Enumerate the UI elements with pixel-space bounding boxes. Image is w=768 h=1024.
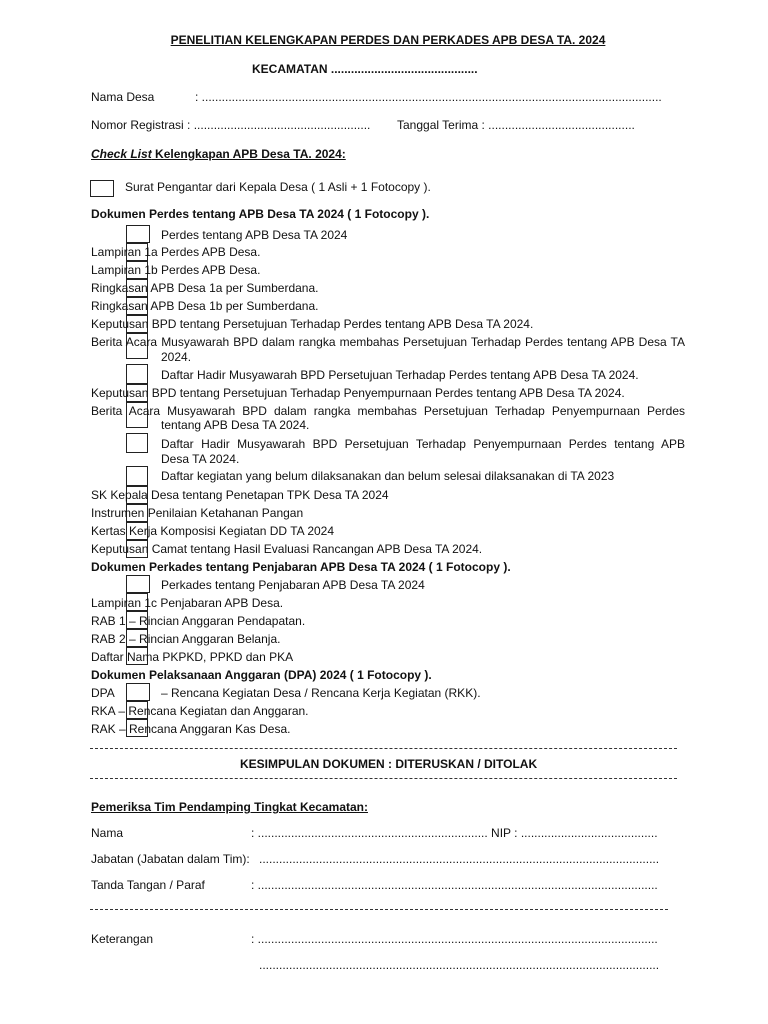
perdes-item: Instrumen Penilaian Ketahanan Pangan xyxy=(91,506,304,520)
perdes-item: Lampiran 1b Perdes APB Desa. xyxy=(91,263,261,277)
pemeriksa-nama-field[interactable]: : ..................................................................... NIP : ......................................... xyxy=(251,826,658,840)
pemeriksa-ttd-label: Tanda Tangan / Paraf xyxy=(91,878,205,892)
perdes-item: Daftar Hadir Musyawarah BPD Persetujuan Terhadap Perdes tentang APB Desa TA 2024. xyxy=(161,368,639,382)
page-title: PENELITIAN KELENGKAPAN PERDES DAN PERKADES APB DESA TA. 2024 xyxy=(170,33,606,47)
perdes-item: Berita Acara Musyawarah BPD dalam rangka membahas Persetujuan Terhadap Penyempurnaan Perdes xyxy=(91,404,685,418)
perdes-item: Daftar Hadir Musyawarah BPD Persetujuan Terhadap Penyempurnaan Perdes tentang APB xyxy=(161,437,685,451)
divider xyxy=(90,748,677,749)
dpa-heading: Dokumen Pelaksanaan Anggaran (DPA) 2024 ( 1 Fotocopy ). xyxy=(91,668,432,682)
perdes-item: Keputusan Camat tentang Hasil Evaluasi Rancangan APB Desa TA 2024. xyxy=(91,542,483,556)
divider xyxy=(90,778,677,779)
nomor-registrasi-field[interactable]: Nomor Registrasi : ..................................................... xyxy=(91,118,371,132)
dpa-item: RKA – Rencana Kegiatan dan Anggaran. xyxy=(91,704,309,718)
kecamatan-line: KECAMATAN ............................................ xyxy=(252,62,478,76)
perdes-item-cont: Desa TA 2024. xyxy=(161,452,240,466)
nama-desa-field[interactable]: : .......................................................................................................................................... xyxy=(195,90,662,104)
dpa-item: – Rencana Kegiatan Desa / Rencana Kerja Kegiatan (RKK). xyxy=(161,686,481,700)
perkades-item: RAB 1 – Rincian Anggaran Pendapatan. xyxy=(91,614,306,628)
perdes-item: Berita Acara Musyawarah BPD dalam rangka membahas Persetujuan Terhadap Perdes tentang APB Desa TA xyxy=(91,335,685,349)
nama-desa-label: Nama Desa xyxy=(91,90,155,104)
perdes-heading: Dokumen Perdes tentang APB Desa TA 2024 ( 1 Fotocopy ). xyxy=(91,207,430,221)
perkades-item: Perkades tentang Penjabaran APB Desa TA 2024 xyxy=(161,578,425,592)
perkades-heading: Dokumen Perkades tentang Penjabaran APB Desa TA 2024 ( 1 Fotocopy ). xyxy=(91,560,511,574)
checkbox-dpa-1[interactable] xyxy=(126,683,150,701)
keterangan-field-2[interactable]: ........................................................................................................................ xyxy=(259,958,660,972)
checkbox-perdes-8[interactable] xyxy=(126,364,148,384)
keterangan-label: Keterangan xyxy=(91,932,154,946)
keterangan-field[interactable]: : ........................................................................................................................ xyxy=(251,932,658,946)
pemeriksa-heading: Pemeriksa Tim Pendamping Tingkat Kecamatan: xyxy=(91,800,368,814)
perdes-item: Keputusan BPD tentang Persetujuan Terhadap Perdes tentang APB Desa TA 2024. xyxy=(91,317,534,331)
checkbox-perkades-1[interactable] xyxy=(126,575,150,593)
checklist-title xyxy=(91,147,346,162)
checkbox-perdes-11[interactable] xyxy=(126,433,148,453)
pemeriksa-jabatan-label: Jabatan (Jabatan dalam Tim): xyxy=(91,852,250,866)
kesimpulan-line: KESIMPULAN DOKUMEN : DITERUSKAN / DITOLAK xyxy=(240,757,538,771)
checkbox-surat-pengantar[interactable] xyxy=(90,180,114,197)
perdes-item: Perdes tentang APB Desa TA 2024 xyxy=(161,228,348,242)
checklist-title-rest: Kelengkapan APB Desa TA. 2024: xyxy=(151,147,346,161)
perkades-item: Daftar Nama PKPKD, PPKD dan PKA xyxy=(91,650,294,664)
perdes-item-cont: 2024. xyxy=(161,350,192,364)
dpa-item: RAK – Rencana Anggaran Kas Desa. xyxy=(91,722,291,736)
perdes-item-cont: tentang APB Desa TA 2024. xyxy=(161,418,310,432)
surat-pengantar-label: Surat Pengantar dari Kepala Desa ( 1 Asli + 1 Fotocopy ). xyxy=(125,180,431,194)
tanggal-terima-field[interactable]: Tanggal Terima : ............................................ xyxy=(397,118,635,132)
perdes-item: Lampiran 1a Perdes APB Desa. xyxy=(91,245,261,259)
perkades-item: RAB 2 – Rincian Anggaran Belanja. xyxy=(91,632,281,646)
pemeriksa-ttd-field[interactable]: : ........................................................................................................................ xyxy=(251,878,658,892)
perdes-item: Kertas Kerja Komposisi Kegiatan DD TA 2024 xyxy=(91,524,335,538)
checkbox-perdes-1[interactable] xyxy=(126,225,150,243)
checklist-title-italic: Check List xyxy=(91,147,152,161)
checkbox-perdes-12[interactable] xyxy=(126,466,148,486)
perdes-item: Ringkasan APB Desa 1b per Sumberdana. xyxy=(91,299,319,313)
pemeriksa-nama-label: Nama xyxy=(91,826,124,840)
perdes-item: SK Kepala Desa tentang Penetapan TPK Desa TA 2024 xyxy=(91,488,389,502)
perdes-item: Daftar kegiatan yang belum dilaksanakan dan belum selesai dilaksanakan di TA 2023 xyxy=(161,469,615,483)
perdes-item: Keputusan BPD tentang Persetujuan Terhadap Penyempurnaan Perdes tentang APB Desa TA 2024. xyxy=(91,386,625,400)
perdes-item: Ringkasan APB Desa 1a per Sumberdana. xyxy=(91,281,319,295)
perkades-item: Lampiran 1c Penjabaran APB Desa. xyxy=(91,596,284,610)
dpa-label: DPA xyxy=(91,686,115,700)
pemeriksa-jabatan-field[interactable]: ........................................................................................................................ xyxy=(259,852,660,866)
divider xyxy=(90,909,668,910)
